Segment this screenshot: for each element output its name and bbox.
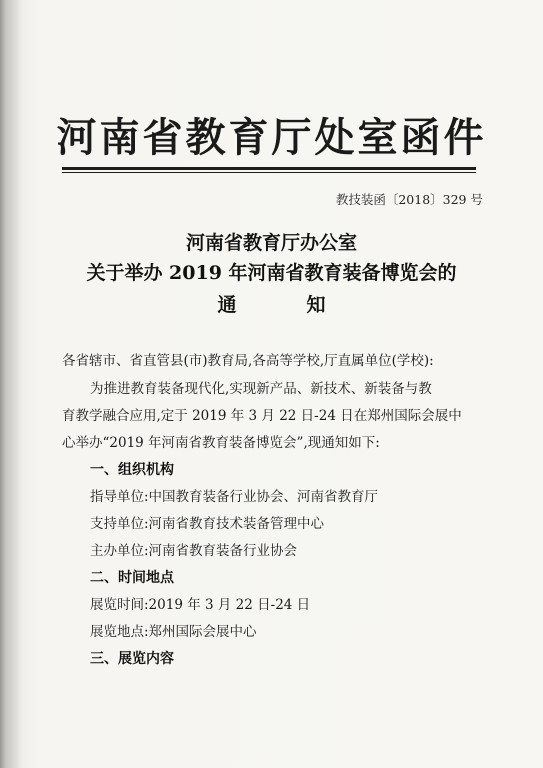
- title-line-3: [0, 290, 543, 320]
- section-1-item-3: 主办单位:河南省教育装备行业协会: [90, 543, 298, 559]
- title-char-zhi: 知: [306, 294, 326, 316]
- document-number: 教技装函〔2018〕329 号: [335, 192, 483, 207]
- paragraph-1-line-3: 心举办“2019 年河南省教育装备博览会”,现通知如下:: [62, 435, 380, 451]
- section-heading-2: 二、时间地点: [90, 570, 174, 586]
- paragraph-1-line-2: 育教学融合应用,定于 2019 年 3 月 22 日-24 日在郑州国际会展中: [62, 408, 462, 424]
- title-line-2: 关于举办 2019 年河南省教育装备博览会的: [86, 262, 457, 284]
- paragraph-1-line-1: 为推进教育装备现代化,实现新产品、新技术、新装备与教: [90, 381, 432, 397]
- section-2-item-1: 展览时间:2019 年 3 月 22 日-24 日: [90, 597, 311, 613]
- header-rule-thin: [62, 172, 476, 173]
- section-2-item-2: 展览地点:郑州国际会展中心: [90, 624, 257, 640]
- office-letter-title: 河南省教育厅处室函件: [56, 115, 487, 161]
- header-rule-thick: [62, 167, 476, 170]
- title-char-tong: 通: [217, 294, 237, 316]
- section-heading-3: 三、展览内容: [90, 651, 174, 667]
- section-heading-1: 一、组织机构: [90, 462, 174, 478]
- section-1-item-2: 支持单位:河南省教育技术装备管理中心: [90, 516, 325, 532]
- title-line-1: 河南省教育厅办公室: [185, 232, 357, 254]
- salutation: 各省辖市、省直管县(市)教育局,各高等学校,厅直属单位(学校):: [62, 353, 434, 369]
- section-1-item-1: 指导单位:中国教育装备行业协会、河南省教育厅: [90, 489, 379, 505]
